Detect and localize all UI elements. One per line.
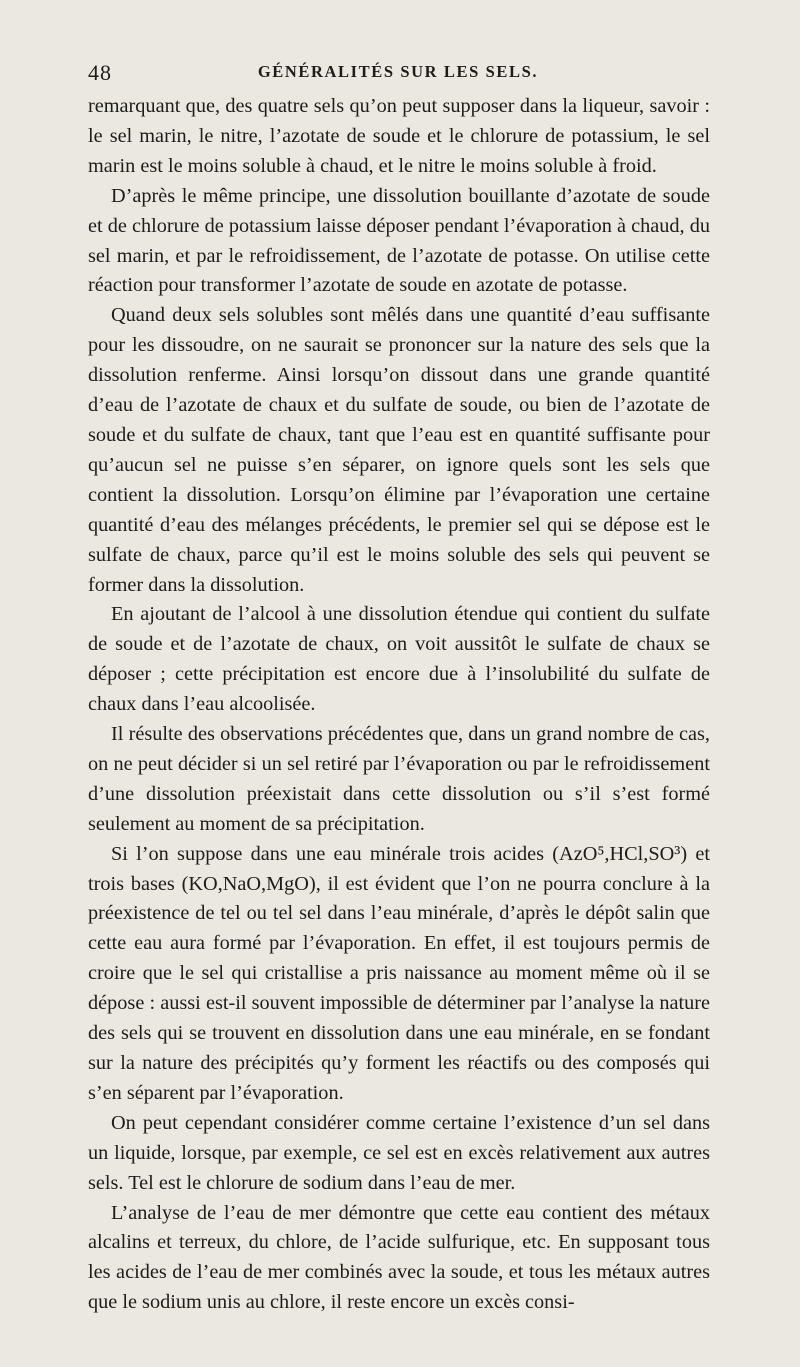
paragraph: Il résulte des observations précédentes que, dans un grand nombre de cas, on ne peut décider si un sel retiré par l’évaporation ou par le refroidissement d’une dissolution préexistait dans cette dissolution ou s’il s’est formé seulement au moment de sa précipitation. <box>88 723 710 835</box>
paragraph: On peut cependant considérer comme certaine l’existence d’un sel dans un liquide, lorsque, par exemple, ce sel est en excès relativement aux autres sels. Tel est le chlorure de sodium dans l’eau de mer. <box>88 1111 710 1194</box>
running-head: GÉNÉRALITÉS SUR LES SELS. <box>257 62 539 81</box>
paragraph: Si l’on suppose dans une eau minérale trois acides (AzO⁵,HCl,SO³) et trois bases (KO,NaO,MgO), il est évident que l’on ne pourra conclure à la préexistence de tel ou tel sel dans l’eau minérale, d’après le dépôt salin que cette eau aura formé par l’évaporation. En effet, il est toujours permis de croire que le sel qui cristallise a pris naissance au moment même où il se dépose : aussi est-il souvent impossible de déterminer par l’analyse la nature des sels qui se trouvent en dissolution dans une eau minérale, en se fondant sur la nature des précipités qu’y forment les réactifs ou des composés qui s’en séparent par l’évaporation. <box>88 842 710 1104</box>
paragraph: En ajoutant de l’alcool à une dissolution étendue qui contient du sulfate de soude et de l’azotate de chaux, on voit aussitôt le sulfate de chaux se déposer ; cette précipitation est encore due à l’insolubilité du sulfate de chaux dans l’eau alcoolisée. <box>88 603 710 716</box>
page-header <box>88 60 708 90</box>
body-text <box>88 92 710 1318</box>
paragraph: Quand deux sels solubles sont mêlés dans une quantité d’eau suffisante pour les dissoudre, on ne saurait se prononcer sur la nature des sels que la dissolution renferme. Ainsi lorsqu’on dissout dans une grande quantité d’eau de l’azotate de chaux et du sulfate de soude, ou bien de l’azotate de soude et du sulfate de chaux, tant que l’eau est en quantité suffisante pour qu’aucun sel ne puisse s’en séparer, on ignore quels sont les sels que contient la dissolution. Lorsqu’on élimine par l’évaporation une certaine quantité d’eau des mélanges précédents, le premier sel qui se dépose est le sulfate de chaux, parce qu’il est le moins soluble des sels qui peuvent se former dans la dissolution. <box>88 304 710 596</box>
paragraph: L’analyse de l’eau de mer démontre que cette eau contient des métaux alcalins et terreux, du chlore, de l’acide sulfurique, etc. En supposant tous les acides de l’eau de mer combinés avec la soude, et tous les métaux autres que le sodium unis au chlore, il reste encore un excès consi- <box>88 1201 710 1314</box>
paragraph: D’après le même principe, une dissolution bouillante d’azotate de soude et de chlorure de potassium laisse déposer pendant l’évaporation à chaud, du sel marin, et par le refroidissement, de l’azotate de potasse. On utilise cette réaction pour transformer l’azotate de soude en azotate de potasse. <box>88 184 710 297</box>
page-number: 48 <box>88 60 112 85</box>
paragraph-continued: remarquant que, des quatre sels qu’on peut supposer dans la liqueur, savoir : le sel marin, le nitre, l’azotate de soude et le chlorure de potassium, le sel marin est le moins soluble à chaud, et le nitre le moins soluble à froid. <box>88 95 710 177</box>
